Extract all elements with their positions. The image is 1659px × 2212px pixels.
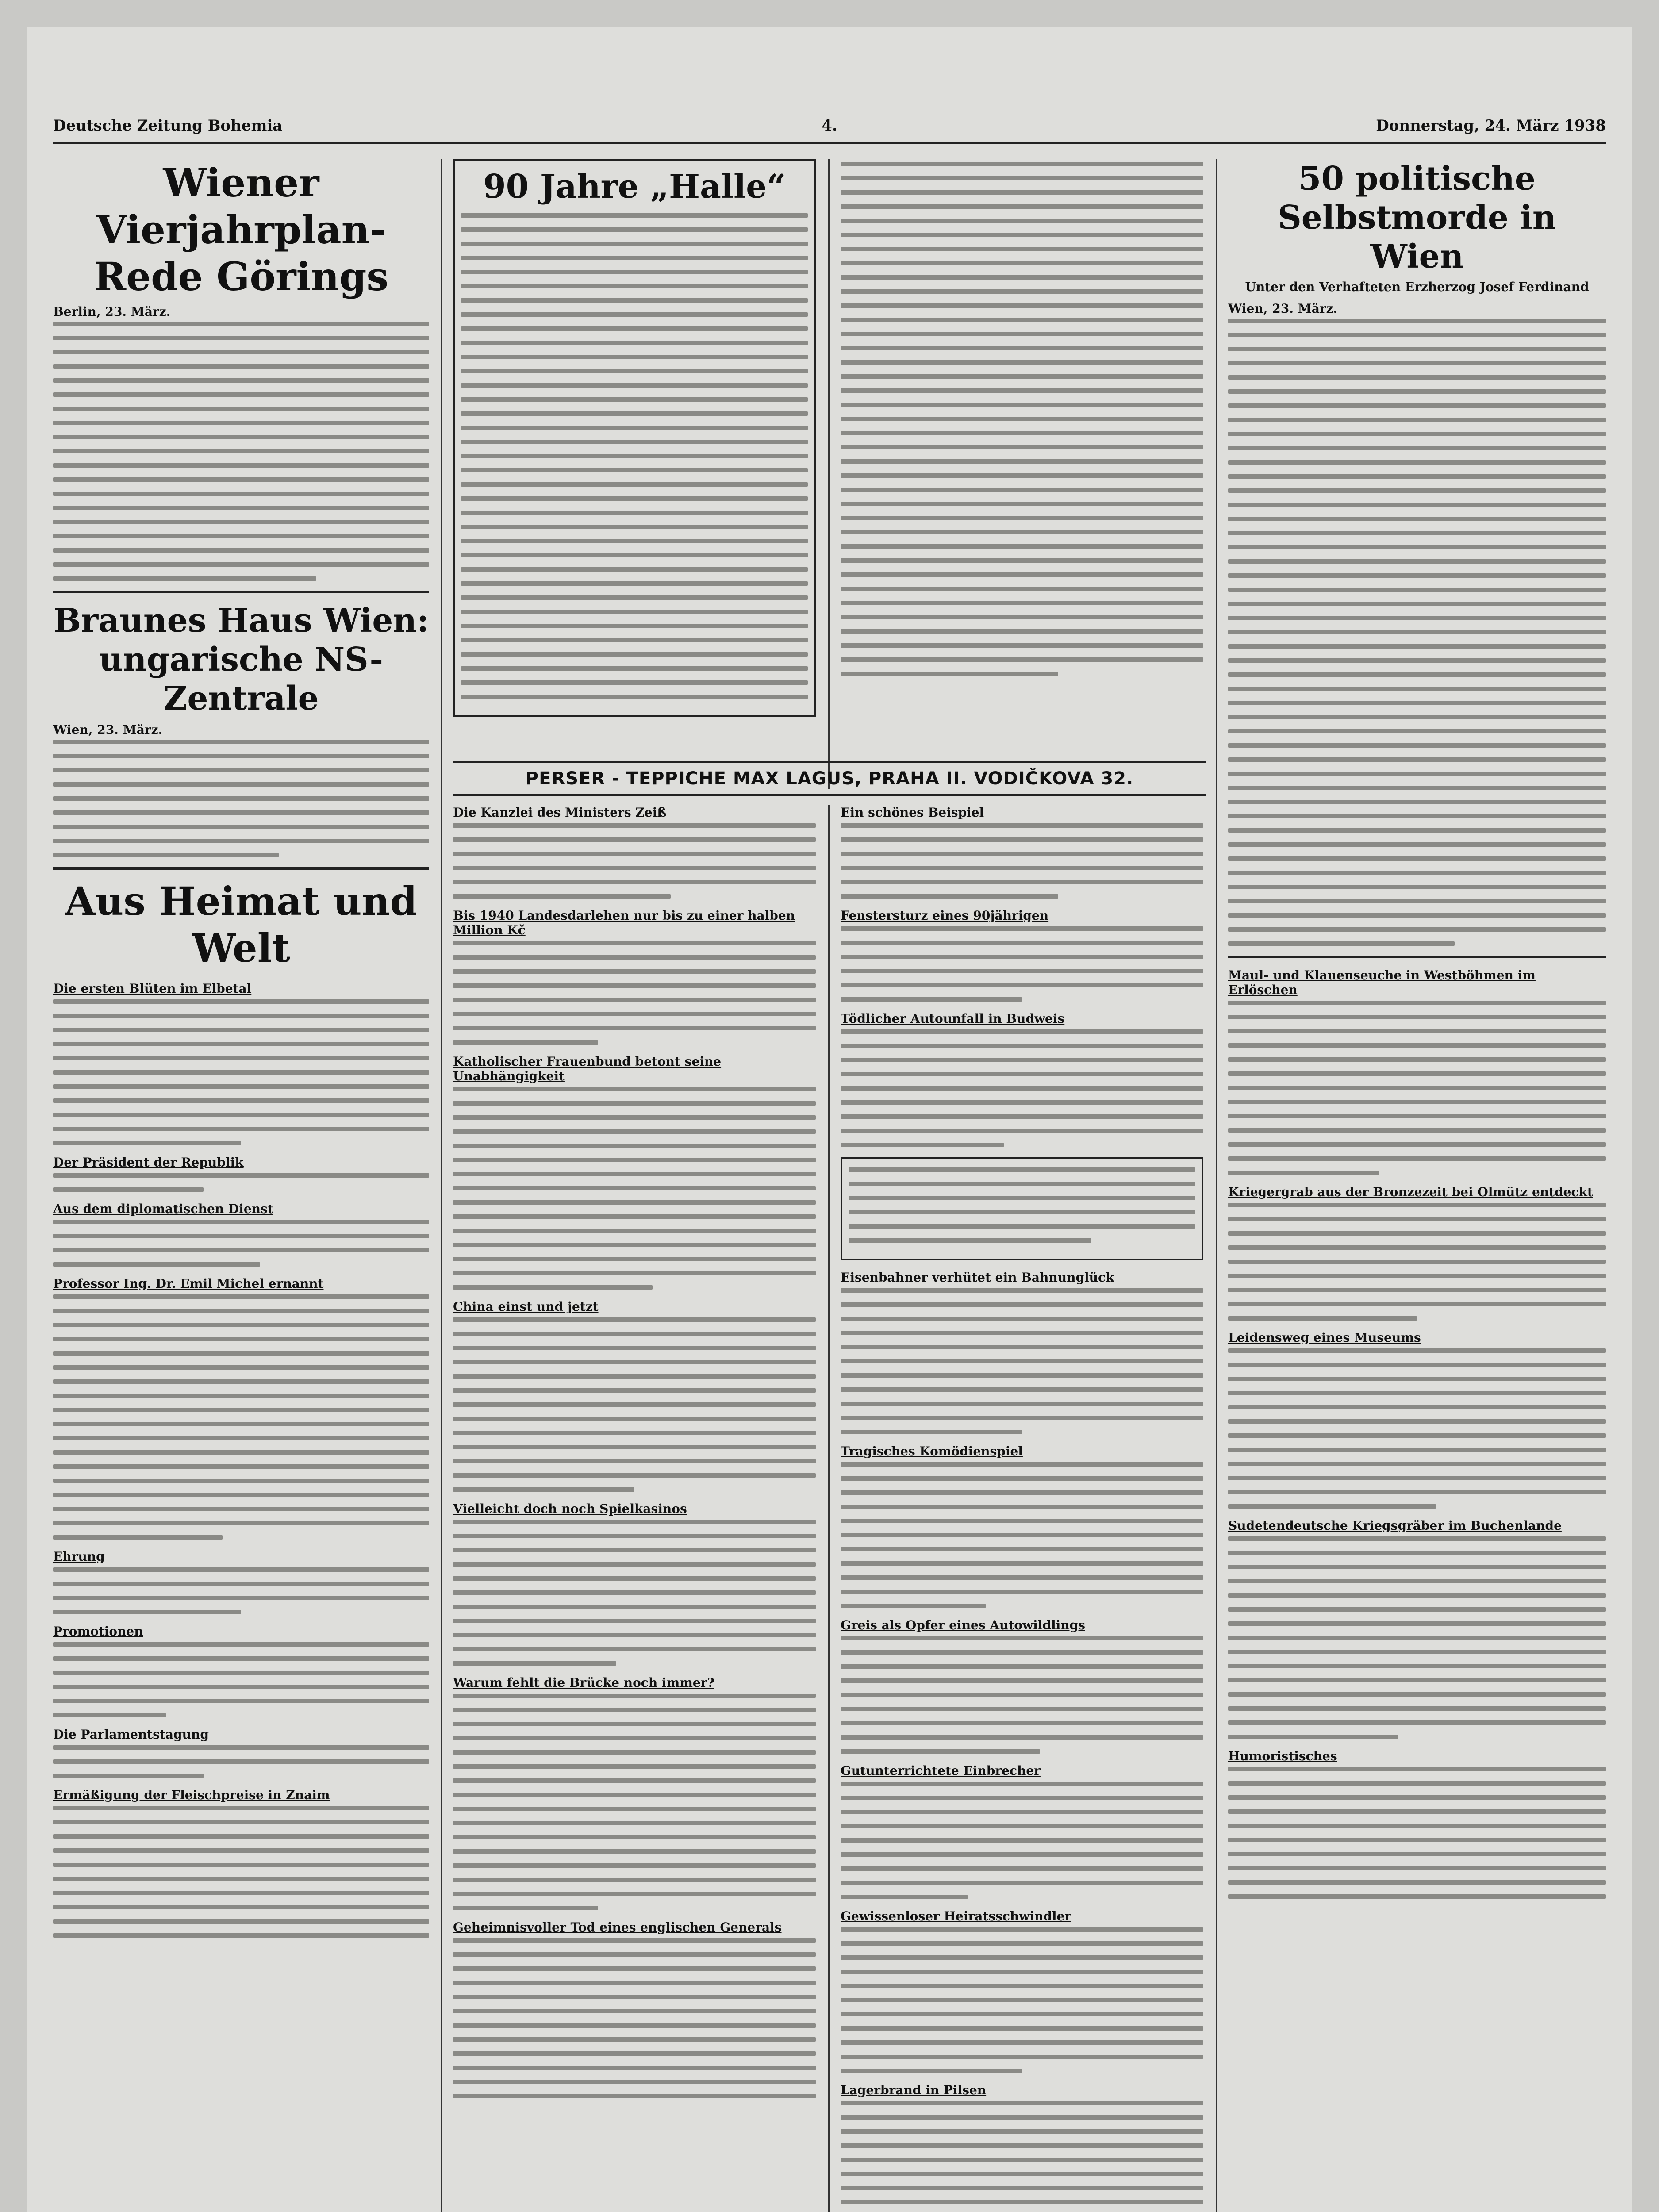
subheading: Eisenbahner verhütet ein Bahnunglück	[841, 1270, 1114, 1285]
subheading: Ein schönes Beispiel	[841, 805, 984, 820]
subheading: Aus dem diplomatischen Dienst	[53, 1202, 273, 1216]
column-3-bottom	[841, 805, 1203, 2212]
subheading: Tragisches Komödienspiel	[841, 1444, 1023, 1459]
newspaper-name: Deutsche Zeitung Bohemia	[53, 117, 283, 134]
subheading: Promotionen	[53, 1624, 143, 1639]
column-4	[1228, 159, 1606, 2212]
subheading: Greis als Opfer eines Autowildlings	[841, 1618, 1085, 1632]
advertisement-box	[841, 1157, 1203, 1260]
headline-braunes-haus: Braunes Haus Wien: ungarische NS-Zentrale	[53, 602, 429, 718]
subheading: Geheimnisvoller Tod eines englischen Generals	[453, 1920, 782, 1935]
headline-goering-speech: Wiener Vierjahrplan-Rede Görings	[94, 160, 388, 300]
divider	[53, 867, 429, 870]
column-2-top	[453, 159, 816, 789]
page-number: 4.	[822, 117, 837, 134]
column-rule	[828, 159, 830, 789]
column-2-bottom	[453, 805, 816, 2212]
column-rule	[1216, 159, 1217, 2212]
subheading: Gutunterrichtete Einbrecher	[841, 1763, 1041, 1778]
subheadline: Unter den Verhafteten Erzherzog Josef Ferdinand	[1245, 280, 1589, 294]
headline-90-jahre-halle: 90 Jahre „Halle“	[483, 168, 786, 206]
subheading: Fenstersturz eines 90jährigen	[841, 908, 1049, 923]
subheading: Ermäßigung der Fleischpreise in Znaim	[53, 1788, 330, 1802]
newspaper-page	[27, 27, 1632, 2212]
subheading: Tödlicher Autounfall in Budweis	[841, 1011, 1065, 1026]
dateline: Wien, 23. März.	[53, 722, 163, 737]
subheading: Die Parlamentstagung	[53, 1727, 209, 1742]
subheading: Warum fehlt die Brücke noch immer?	[453, 1675, 714, 1690]
subheading: Professor Ing. Dr. Emil Michel ernannt	[53, 1276, 324, 1291]
subheading: Lagerbrand in Pilsen	[841, 2083, 987, 2097]
halle-article	[453, 159, 816, 717]
subheading: Vielleicht doch noch Spielkasinos	[453, 1502, 687, 1516]
subheading: Der Präsident der Republik	[53, 1155, 244, 1170]
divider	[1228, 956, 1606, 958]
headline-selbstmorde-wien: 50 politische Selbstmorde in Wien	[1278, 160, 1556, 276]
subheading: Die Kanzlei des Ministers Zeiß	[453, 805, 667, 820]
column-rule	[441, 159, 442, 2212]
divider	[53, 591, 429, 593]
subheading: Bis 1940 Landesdarlehen nur bis zu einer halben Million Kč	[453, 908, 795, 937]
subheading: Maul- und Klauenseuche in Westböhmen im Erlöschen	[1228, 968, 1536, 997]
column-rule	[828, 805, 830, 2212]
dateline: Berlin, 23. März.	[53, 304, 171, 319]
subheading: China einst und jetzt	[453, 1299, 599, 1314]
dateline: Wien, 23. März.	[1228, 301, 1338, 316]
subheading: Kriegergrab aus der Bronzezeit bei Olmütz entdeckt	[1228, 1185, 1593, 1199]
issue-date: Donnerstag, 24. März 1938	[1376, 117, 1606, 134]
article-body	[53, 322, 429, 581]
subheading: Humoristisches	[1228, 1749, 1337, 1763]
running-header	[53, 102, 1606, 144]
subheading: Katholischer Frauenbund betont seine Unabhängigkeit	[453, 1054, 722, 1083]
carpet-advertisement: PERSER - TEPPICHE MAX LAGUS, PRAHA II. VODIČKOVA 32.	[453, 761, 1206, 796]
article-body	[53, 740, 429, 857]
subheading: Sudetendeutsche Kriegsgräber im Buchenlande	[1228, 1518, 1562, 1533]
subheading: Leidensweg eines Museums	[1228, 1330, 1421, 1345]
headline-heimat-und-welt: Aus Heimat und Welt	[65, 878, 417, 971]
subheading: Die ersten Blüten im Elbetal	[53, 981, 252, 996]
subheading: Gewissenloser Heiratsschwindler	[841, 1909, 1071, 1924]
subheading: Ehrung	[53, 1549, 105, 1564]
column-1	[53, 159, 429, 2212]
column-3-top	[841, 159, 1203, 789]
